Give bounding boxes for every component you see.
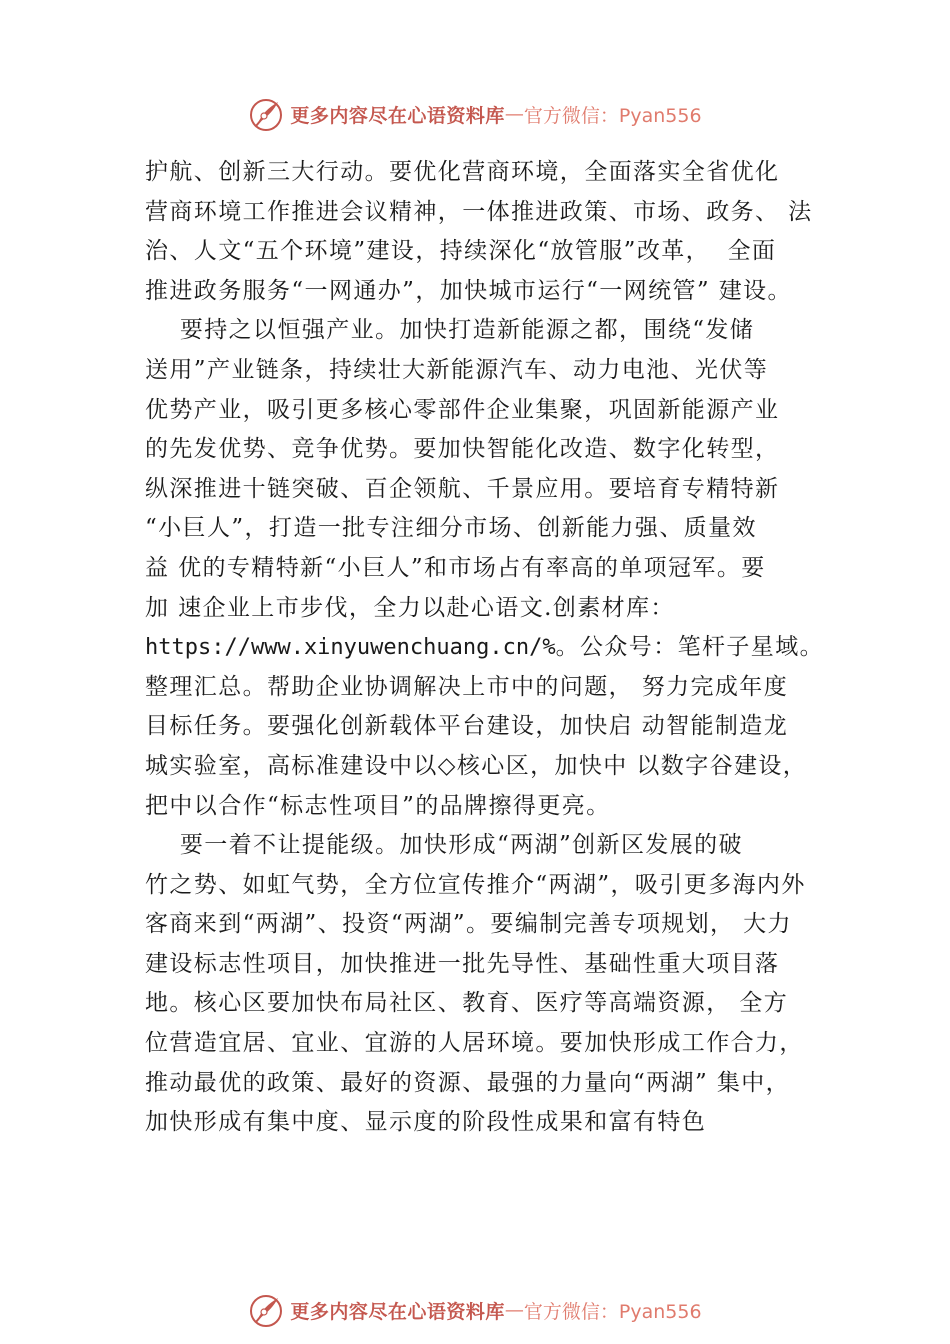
footer-banner (0, 1288, 950, 1332)
header-wechat-text: 官方微信：Pyan556 (523, 104, 702, 127)
document-body (145, 153, 835, 1143)
header-brand-text: 更多内容尽在心语资料库 (290, 104, 505, 127)
paragraph-start-line: 要一着不让提能级。加快形成“两湖”创新区发展的破 (145, 832, 743, 859)
body-line: 推动最优的政策、最好的资源、最强的力量向“两湖” 集中， (145, 1069, 791, 1096)
quill-logo-icon (248, 1292, 284, 1328)
url-line-rest: 。公众号：笔杆子星域。 (555, 634, 825, 661)
body-line: 整理汇总。帮助企业协调解决上市中的问题， 努力完成年度 (145, 673, 789, 700)
body-line: 目标任务。要强化创新载体平台建设，加快启 动智能制造龙 (145, 713, 789, 740)
body-line: 竹之势、如虹气势，全方位宣传推介“两湖”，吸引更多海内外 (145, 871, 806, 898)
body-line: 把中以合作“标志性项目”的品牌擦得更亮。 (145, 792, 611, 819)
body-line: 客商来到“两湖”、投资“两湖”。要编制完善专项规划， 大力 (145, 911, 792, 938)
body-line: “小巨人”，打造一批专注细分市场、创新能力强、质量效 (145, 515, 757, 542)
body-line: 地。核心区要加快布局社区、教育、医疗等高端资源， 全方 (145, 990, 789, 1017)
body-line: 优势产业，吸引更多核心零部件企业集聚，巩固新能源产业 (145, 396, 780, 423)
header-banner (0, 92, 950, 136)
footer-wechat-text: 官方微信：Pyan556 (523, 1300, 702, 1323)
body-line: 的先发优势、竞争优势。要加快智能化改造、数字化转型， (145, 436, 780, 463)
url-line (145, 628, 835, 668)
url-text[interactable]: https://www.xinyuwenchuang.cn/% (145, 635, 556, 661)
body-line: 位营造宜居、宜业、宜游的人居环境。要加快形成工作合力， (145, 1030, 804, 1057)
body-line: 推进政务服务“一网通办”，加快城市运行“一网统管” 建设。 (145, 277, 792, 304)
body-line: 加快形成有集中度、显示度的阶段性成果和富有特色 (145, 1109, 707, 1136)
footer-separator: — (504, 1299, 524, 1321)
paragraph-start-line: 要持之以恒强产业。加快打造新能源之都，围绕“发储 (145, 317, 755, 344)
body-line: 护航、创新三大行动。要优化营商环境，全面落实全省优化 (145, 159, 780, 185)
body-line: 加 速企业上市步伐，全力以赴心语文.创素材库： (145, 594, 675, 621)
body-line: 城实验室，高标准建设中以◇核心区，加快中 以数字谷建设， (145, 752, 808, 779)
body-line: 治、人文“五个环境”建设，持续深化“放管服”改革， 全面 (145, 238, 777, 265)
body-line: 营商环境工作推进会议精神，一体推进政策、市场、政务、 法 (145, 198, 813, 225)
quill-logo-icon (248, 96, 284, 132)
body-line: 送用”产业链条，持续壮大新能源汽车、动力电池、光伏等 (145, 356, 769, 383)
body-line: 纵深推进十链突破、百企领航、千景应用。要培育专精特新 (145, 475, 780, 502)
header-separator: — (504, 103, 524, 125)
body-line: 益 优的专精特新“小巨人”和市场占有率高的单项冠军。要 (145, 554, 766, 581)
body-line: 建设标志性项目，加快推进一批先导性、基础性重大项目落 (145, 950, 780, 977)
footer-brand-text: 更多内容尽在心语资料库 (290, 1300, 505, 1323)
